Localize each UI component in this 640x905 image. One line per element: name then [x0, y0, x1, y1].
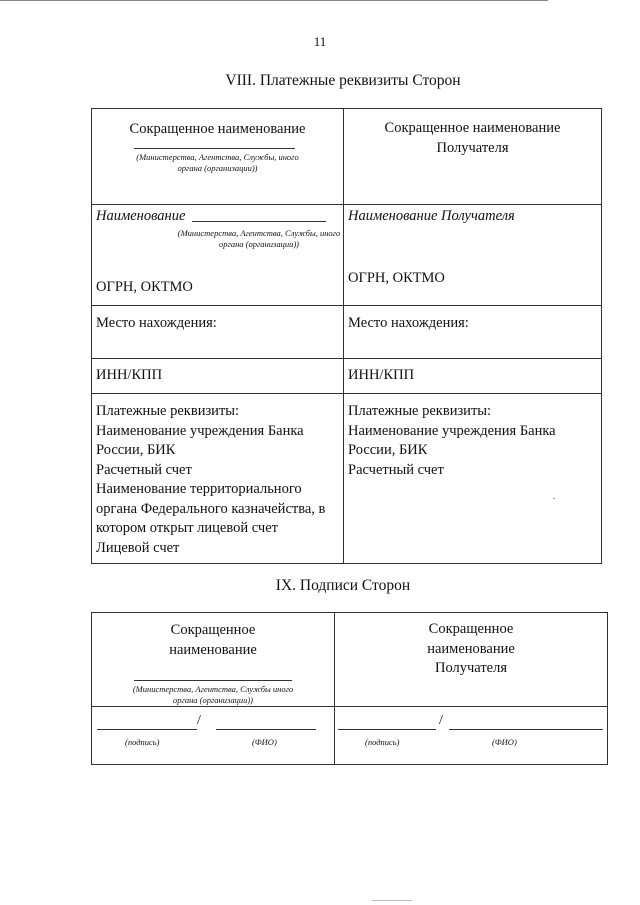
left-inn: ИНН/КПП [96, 367, 163, 383]
left-short-name: Сокращенное наименование [129, 121, 306, 137]
payment-details-table [91, 108, 602, 564]
left-location: Место нахождения: [96, 315, 217, 331]
left-inn-cell [92, 359, 344, 394]
right-name-cell [344, 205, 602, 306]
right-sign-name-cell [335, 613, 608, 707]
left-fio-label: (ФИО) [252, 737, 277, 747]
left-payment-cell [92, 394, 344, 564]
section-title-signatures: IX. Подписи Сторон [275, 577, 411, 594]
right-fio-label: (ФИО) [492, 737, 517, 747]
left-name-cell [92, 205, 344, 306]
right-signature-cell [335, 707, 608, 765]
right-fio-line[interactable] [449, 719, 603, 730]
left-name-label: Наименование [96, 208, 186, 224]
section-title-payment: VIII. Платежные реквизиты Сторон [225, 72, 461, 89]
left-payment-line: Расчетный счет [96, 461, 192, 478]
left-slash: / [197, 713, 201, 728]
right-payment-line: Расчетный счет [348, 461, 444, 478]
left-sign-label: (подпись) [125, 737, 160, 747]
scan-speck [553, 498, 555, 499]
left-payment-line: котором открыт лицевой счет [96, 520, 278, 536]
left-payment-line: Наименование учреждения Банка [96, 422, 304, 439]
left-ogrn: ОГРН, ОКТМО [96, 279, 193, 295]
left-payment-line: России, БИК [96, 442, 176, 458]
left-short-name-note: (Министерства, Агентства, Службы, иного органа (организации)) [136, 151, 299, 173]
left-sign-name-line [134, 680, 292, 681]
right-signature-line[interactable] [338, 719, 436, 730]
right-ogrn: ОГРН, ОКТМО [348, 270, 445, 286]
right-short-name-cell [344, 109, 602, 205]
top-rule [0, 0, 548, 1]
right-name-label: Наименование Получателя [348, 208, 515, 224]
left-payment-line: органа Федерального казначейства, в [96, 500, 326, 517]
right-location: Место нахождения: [348, 315, 469, 331]
left-name-line [192, 221, 326, 222]
right-payment-line: России, БИК [348, 442, 428, 458]
right-payment-line: Наименование учреждения Банка [348, 422, 556, 439]
signatures-table [91, 612, 608, 765]
left-short-name-line [134, 148, 295, 149]
left-sign-name-cell [92, 613, 335, 707]
right-short-name: Сокращенное наименование Получателя [384, 120, 561, 156]
right-inn-cell [344, 359, 602, 394]
right-payment-line: Платежные реквизиты: [348, 403, 492, 419]
right-slash: / [439, 713, 443, 728]
left-payment-line: Наименование территориального [96, 481, 302, 497]
left-fio-line[interactable] [216, 719, 316, 730]
right-sign-short-name: Сокращенное наименование Получателя [427, 621, 515, 676]
left-name-note: (Министерства, Агентства, Службы, иного органа (организации)) [177, 228, 341, 249]
page-number: 11 [313, 34, 327, 49]
right-inn: ИНН/КПП [348, 367, 415, 383]
left-signature-line[interactable] [97, 719, 197, 730]
left-payment-line: Лицевой счет [96, 539, 180, 556]
left-sign-short-name: Сокращенное наименование [169, 622, 257, 658]
left-short-name-cell [92, 109, 344, 205]
left-payment-line: Платежные реквизиты: [96, 403, 240, 419]
right-payment-cell [344, 394, 602, 564]
right-sign-label: (подпись) [365, 737, 400, 747]
bottom-edge-mark [372, 900, 412, 901]
left-sign-name-note: (Министерства, Агентства, Службы иного органа (организации)) [132, 684, 294, 705]
right-location-cell [344, 306, 602, 359]
left-signature-cell [92, 707, 335, 765]
left-location-cell [92, 306, 344, 359]
